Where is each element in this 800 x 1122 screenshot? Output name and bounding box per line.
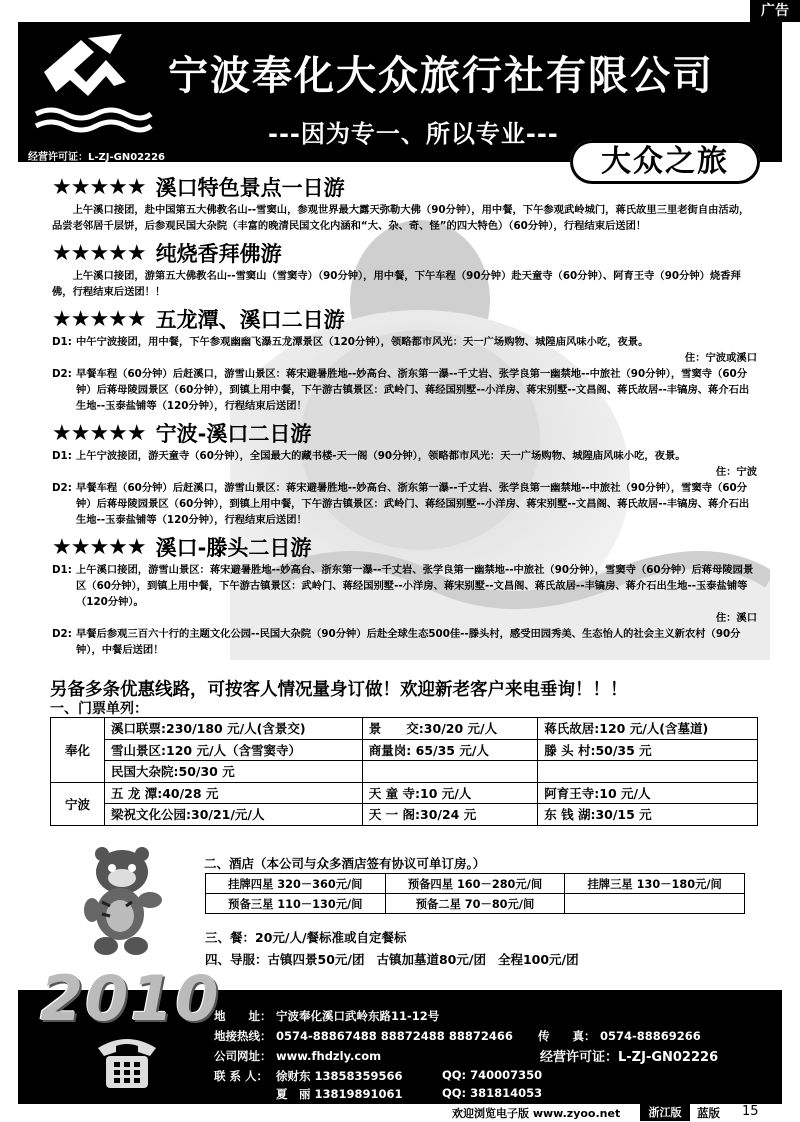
accommodation: 住：宁波 [715,466,757,478]
table-row [206,894,745,914]
qq-number: 381814053 [470,1086,543,1100]
footer-license: 经营许可证：L-ZJ-GN02226 [540,1050,719,1065]
address-label: 地 址： [214,1009,272,1023]
table-cell: 天 一 阁:30/24 元 [362,804,537,826]
hotline-label: 地接热线： [214,1029,272,1043]
tour-name: 溪口特色景点一日游 [155,176,345,200]
page-number: 15 [742,1104,759,1119]
e-edition-notice: 欢迎浏览电子版 www.zyoo.net [452,1107,621,1120]
day-label: D2: [52,368,72,380]
website-link[interactable]: www.fhdzly.com [276,1049,382,1063]
day-label: D2: [52,628,72,640]
table-cell: 民国大杂院:50/30 元 [105,761,363,783]
table-cell: 梁祝文化公园:30/21/元/人 [105,804,363,826]
promo-banner: 另备多条优惠线路，可按客人情况量身订做！欢迎新老客户来电垂询！！！ [50,680,628,700]
meal-info: 三、餐：20元/人/餐标准或自定餐标 [205,930,407,945]
license-number: 经营许可证：L-ZJ-GN02226 [28,152,166,163]
tour-description: 上午溪口接团，游第五大佛教名山--雪窦山（雪窦寺）（90分钟），用中餐，下午车程（90分钟）赴天童寺（60分钟）、阿育王寺（90分钟）烧香拜佛，行程结束后送团！！ [52,270,741,298]
rating-stars: ★★★★★ [52,306,146,332]
telephone-icon [92,1030,162,1092]
contact-person-phone: 13858359566 [314,1069,403,1083]
day-label: D1: [52,450,72,462]
guide-item: 全程100元/团 [497,952,579,967]
day-itinerary: 早餐后参观三百六十行的主题文化公园--民国大杂院（90分钟）后赴全球生态500佳--滕头村，感受田园秀美、生态怡人的社会主义新农村（90分钟），中餐后送团！ [76,628,741,656]
table-row [51,739,758,761]
tour-description: 上午溪口接团，赴中国第五大佛教名山--雪窦山，参观世界最大露天弥勒大佛（90分钟），用中餐，下午参观武岭城门，蒋氏故里三里老街自由活动，品尝老邻居千层饼，后参观民国大杂院（丰富的晚清民国文化内涵和“大、杂、奇、怪”的四大特色）（60分钟），行程结束后送团！ [52,204,750,232]
slogan: ---因为专一、所以专业--- [268,120,559,148]
day-itinerary: 上午宁波接团，游天童寺（60分钟），全国最大的藏书楼-天一阁（90分钟），领略都市风光：天一广场购物、城隍庙风味小吃，夜景。 [76,450,686,462]
table-cell: 景 交:30/20 元/人 [362,718,537,740]
table-row [51,761,758,783]
day-itinerary: 早餐车程（60分钟）后赶溪口，游雪山景区：蒋宋避暑胜地--妙高台、浙东第一瀑--千丈岩、张学良第一幽禁地--中旅社（90分钟），雪窦寺（60分钟）后蒋母陵园景区（60分钟），到镇上用中餐，下午游古镇景区：武岭门、蒋经国别墅--小洋房、蒋宋别墅--文昌阁、蒋氏故居--丰镐房、蒋介石出生地--玉泰盐铺等（120分钟），行程结束后送团！ [76,368,750,412]
table-cell [362,761,537,783]
qq-label: QQ: [442,1086,467,1100]
fax: 0574-88869266 [600,1029,701,1043]
contact-person-phone: 13819891061 [314,1087,403,1101]
qq-number: 740007350 [470,1068,543,1082]
table-cell: 挂牌三星 130－180元/间 [565,874,745,894]
tour-name: 宁波-溪口二日游 [155,422,312,446]
tickets-title: 一、门票单列： [50,701,148,717]
tour-item [52,172,757,234]
table-cell: 蒋氏故居:120 元/人(含墓道) [538,718,758,740]
accommodation: 住：宁波或溪口 [684,352,757,364]
company-logo-icon [26,30,156,140]
tour-name: 五龙潭、溪口二日游 [155,308,345,332]
table-cell: 挂牌四星 320－360元/间 [206,874,386,894]
hotel-price-table [205,873,745,914]
tour-list [52,172,757,662]
tour-item [52,532,757,658]
day-itinerary: 中午宁波接团，用中餐，下午参观幽幽飞瀑五龙潭景区（120分钟），领略都市风光：天一广场购物、城隍庙风味小吃，夜景。 [76,336,649,348]
qq-label: QQ: [442,1068,467,1082]
day-label: D2: [52,482,72,494]
rating-stars: ★★★★★ [52,534,146,560]
guide-item: 古镇加墓道80元/团 [376,952,486,967]
guide-item: 古镇四景50元/团 [267,952,365,967]
day-itinerary: 早餐车程（60分钟）后赶溪口，游雪山景区：蒋宋避暑胜地--妙高台、浙东第一瀑--千丈岩、张学良第一幽禁地--中旅社（90分钟），雪窦寺（60分钟）后蒋母陵园景区（60分钟），到镇上用中餐，下午游古镇景区：武岭门、蒋经国别墅--小洋房、蒋宋别墅--文昌阁、蒋氏故居--丰镐房、蒋介石出生地--玉泰盐铺等（120分钟），行程结束后送团！ [76,482,750,526]
contact-person-name: 夏 丽 [276,1087,311,1101]
table-cell: 预备二星 70－80元/间 [385,894,565,914]
company-name: 宁波奉化大众旅行社有限公司 [168,53,714,99]
ad-tag: 广告 [750,0,800,22]
edition-tag: 浙江版 [640,1104,690,1121]
table-row [51,782,758,804]
table-cell: 预备四星 160－280元/间 [385,874,565,894]
table-cell: 溪口联票:230/180 元/人(含景交) [105,718,363,740]
edition-color: 蓝版 [697,1106,720,1120]
contact-person-name: 徐财东 [276,1069,311,1083]
ticket-price-table [50,717,758,826]
table-row [51,718,758,740]
table-cell [538,761,758,783]
rating-stars: ★★★★★ [52,174,146,200]
city-cell: 宁波 [51,782,105,825]
city-cell: 奉化 [51,718,105,783]
tour-name: 纯烧香拜佛游 [155,242,282,266]
table-cell: 阿育王寺:10 元/人 [538,782,758,804]
tour-item [52,304,757,414]
table-cell: 雪山景区:120 元/人（含雪窦寺） [105,739,363,761]
hotels-title: 二、酒店（本公司与众多酒店签有协议可单订房。） [204,856,486,871]
rating-stars: ★★★★★ [52,420,146,446]
table-cell: 东 钱 湖:30/15 元 [538,804,758,826]
brand-text: 大众之旅 [601,144,729,179]
contact-person-label: 联 系 人： [214,1069,269,1083]
year-graphic: 2010 [40,962,221,1035]
tour-name: 溪口-滕头二日游 [155,536,312,560]
day-itinerary: 上午溪口接团，游雪山景区：蒋宋避暑胜地--妙高台、浙东第一瀑--千丈岩、张学良第一幽禁地--中旅社（90分钟），雪窦寺（60分钟）后蒋母陵园景区（60分钟），到镇上用中餐，下午游古镇景区：武岭门、蒋经国别墅--小洋房、蒋宋别墅--文昌阁、蒋氏故居--丰镐房、蒋介石出生地--玉泰盐铺等（120分钟）。 [76,564,754,608]
tour-item [52,418,757,528]
website-label: 公司网址： [214,1049,272,1063]
hotline: 0574-88867488 88872488 88872466 [276,1029,513,1043]
guide-title: 四、导服： [205,952,268,967]
table-cell: 天 童 寺:10 元/人 [362,782,537,804]
fax-label: 传 真： [538,1029,596,1043]
day-label: D1: [52,336,72,348]
table-cell: 商量岗: 65/35 元/人 [362,739,537,761]
table-row [51,804,758,826]
table-cell: 五 龙 潭:40/28 元 [105,782,363,804]
rating-stars: ★★★★★ [52,240,146,266]
tiger-mascot-icon [62,842,182,962]
day-label: D1: [52,564,72,576]
tour-item [52,238,757,300]
address: 宁波奉化溪口武岭东路11-12号 [276,1009,440,1023]
table-cell: 滕 头 村:50/35 元 [538,739,758,761]
table-row [206,874,745,894]
table-cell [565,894,745,914]
guide-info [205,950,591,968]
accommodation: 住：溪口 [715,612,757,624]
table-cell: 预备三星 110－130元/间 [206,894,386,914]
